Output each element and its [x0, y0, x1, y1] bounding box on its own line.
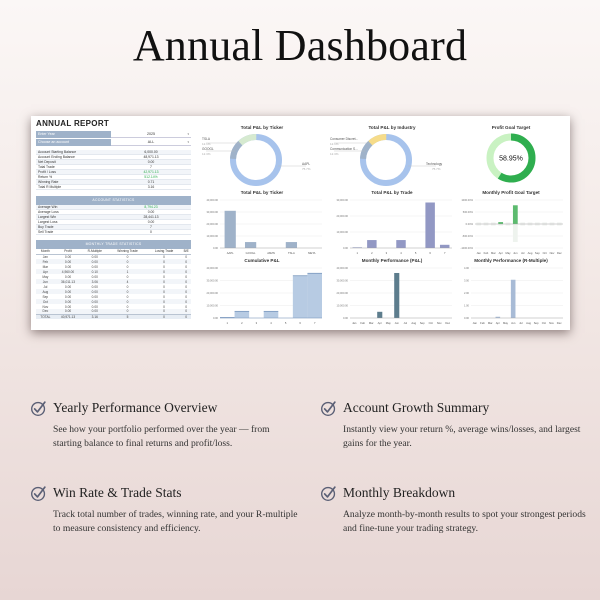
monthly-stats-table — [36, 249, 191, 319]
column-header: Month — [36, 249, 55, 254]
table-cell: 0 — [126, 264, 129, 269]
table-cell: 0.00 — [91, 284, 98, 289]
table-cell: 0.00 — [64, 254, 72, 259]
column-header: Losing Trade — [147, 249, 182, 254]
svg-text:2: 2 — [241, 322, 243, 325]
bar-chart — [455, 196, 567, 256]
table-cell: 0 — [147, 299, 182, 304]
table-cell: Jan — [42, 254, 48, 259]
table-cell: Dec — [36, 309, 55, 314]
svg-text:Sep: Sep — [419, 322, 425, 325]
svg-text:0.00: 0.00 — [342, 317, 348, 320]
chart-title: Monthly Profit Goal Target — [482, 190, 540, 195]
svg-text:6: 6 — [299, 322, 301, 325]
svg-text:Technology: Technology — [426, 162, 443, 166]
stat-label: Largest Win — [38, 215, 57, 219]
account-selector-row — [36, 139, 191, 146]
table-cell: 0 — [181, 309, 191, 314]
summary-value: 48,971.13 — [143, 155, 159, 159]
summary-value: 512.14% — [144, 175, 158, 179]
chart-monthly-profit-goal[interactable] — [455, 189, 567, 257]
svg-text:Jan: Jan — [476, 252, 481, 255]
svg-text:3: 3 — [385, 252, 388, 255]
summary-label: Return % — [38, 175, 53, 179]
check-circle-icon — [320, 400, 337, 417]
svg-text:5: 5 — [414, 252, 417, 255]
table-cell: 0.00 — [64, 274, 72, 279]
svg-text:7: 7 — [313, 322, 316, 325]
svg-text:GOOGL: GOOGL — [202, 147, 214, 151]
svg-text:10,000.00: 10,000.00 — [336, 304, 348, 308]
chart-title: Profit Goal Target — [491, 125, 531, 130]
chart-monthly-r-multiple[interactable] — [455, 257, 567, 325]
svg-text:Jun: Jun — [513, 252, 518, 255]
summary-label: Winning Rate — [38, 180, 59, 184]
svg-text:Dec: Dec — [445, 322, 451, 325]
svg-text:META: META — [308, 252, 316, 255]
summary-value: 3.16 — [147, 185, 155, 189]
table-cell: 0 — [163, 294, 165, 299]
table-cell: 4,960.00 — [55, 269, 82, 274]
summary-value: 7 — [150, 165, 152, 169]
svg-text:Nov: Nov — [549, 322, 554, 325]
table-cell: 0 — [147, 269, 182, 274]
table-cell: 0 — [185, 254, 188, 259]
table-cell: 1 — [108, 269, 147, 274]
summary-list — [36, 150, 191, 190]
feature-title: Win Rate & Trade Stats — [53, 485, 182, 500]
table-cell: 0 — [126, 284, 129, 289]
svg-text:Feb: Feb — [480, 322, 485, 325]
svg-text:40,000.00: 40,000.00 — [336, 267, 348, 270]
feature-account-growth — [320, 399, 590, 451]
table-cell: 0.00 — [81, 259, 108, 264]
svg-text:Feb: Feb — [483, 252, 489, 255]
svg-text:May: May — [505, 252, 511, 255]
svg-text:-1000.00%: -1000.00% — [460, 247, 473, 250]
table-cell: 0 — [126, 274, 129, 279]
stat-value: 8,794.23 — [144, 205, 158, 209]
summary-value: 0.00 — [147, 160, 155, 164]
svg-text:30,000.00: 30,000.00 — [336, 279, 348, 283]
svg-text:5: 5 — [284, 322, 287, 325]
table-cell: 0 — [108, 299, 147, 304]
bar-chart — [198, 196, 326, 256]
table-cell: 0 — [163, 304, 165, 309]
svg-text:4: 4 — [400, 252, 402, 255]
table-cell: 0.00 — [55, 309, 82, 314]
svg-text:Nov: Nov — [436, 322, 442, 325]
table-cell: 0.00 — [91, 304, 98, 309]
chart-profit-goal-target[interactable] — [455, 124, 567, 192]
feature-yearly-performance — [30, 399, 300, 451]
table-cell: Apr — [36, 269, 55, 274]
report-title: ANNUAL REPORT — [36, 119, 110, 128]
stat-row — [36, 230, 191, 235]
table-cell: 0 — [181, 314, 191, 319]
svg-text:20,000.00: 20,000.00 — [336, 215, 348, 218]
svg-text:4: 4 — [270, 322, 272, 325]
svg-text:Jul: Jul — [520, 252, 525, 255]
summary-label: Net Deposit — [38, 160, 56, 164]
svg-text:GOOGL: GOOGL — [245, 252, 256, 255]
table-cell: 0 — [181, 299, 191, 304]
table-cell: 0.10 — [81, 269, 108, 274]
chart-cumulative-pnl[interactable] — [198, 257, 326, 325]
chart-title: Total P&L by Ticker — [240, 125, 284, 130]
chart-pnl-by-industry-donut[interactable] — [328, 124, 456, 192]
svg-text:75.7%: 75.7% — [432, 167, 441, 171]
chart-title: Total P&L by Industry — [368, 125, 416, 130]
svg-text:Mar: Mar — [487, 322, 493, 325]
check-circle-icon — [30, 485, 47, 502]
chart-pnl-by-trade[interactable] — [328, 189, 456, 257]
svg-text:Sep: Sep — [533, 322, 539, 325]
table-cell: 3.16 — [81, 314, 108, 319]
svg-text:1000.00%: 1000.00% — [461, 199, 473, 202]
table-cell: 0 — [185, 264, 188, 269]
feature-title: Account Growth Summary — [343, 400, 490, 415]
svg-text:10,000.00: 10,000.00 — [206, 235, 218, 238]
svg-text:Oct: Oct — [542, 252, 547, 255]
table-cell: 0.00 — [91, 254, 98, 259]
table-cell: 0.00 — [81, 289, 108, 294]
svg-text:20,000.00: 20,000.00 — [206, 292, 218, 295]
summary-value: 42,971.13 — [143, 170, 159, 174]
summary-row — [36, 185, 191, 190]
table-cell: Feb — [36, 259, 55, 264]
table-cell: May — [42, 274, 49, 279]
table-cell: TOTAL — [36, 314, 55, 319]
bar-chart — [328, 264, 456, 326]
svg-text:7: 7 — [443, 252, 446, 255]
table-cell: 0 — [147, 279, 182, 284]
stat-value: 0.00 — [147, 210, 155, 214]
account-statistics-list — [36, 205, 191, 235]
feature-description: Instantly view your return %, average wins/losses, and largest gains for the year. — [343, 424, 581, 449]
table-cell: 40,971.13 — [55, 314, 82, 319]
svg-text:12.3%: 12.3% — [202, 152, 211, 156]
svg-text:Jan: Jan — [352, 322, 357, 325]
table-total-row — [36, 314, 191, 319]
svg-text:3.00: 3.00 — [463, 279, 469, 283]
page-title: Annual Dashboard — [132, 21, 468, 70]
table-cell: 0.00 — [91, 264, 98, 269]
chart-title: Total P&L by Ticker — [240, 190, 284, 195]
table-cell: 5 — [108, 314, 147, 319]
table-cell: 0 — [108, 259, 147, 264]
feature-description: See how your portfolio performed over the year — from starting balance to final returns and profit/loss. — [53, 424, 270, 449]
svg-text:Jul: Jul — [403, 322, 407, 325]
table-cell: Oct — [36, 299, 55, 304]
chart-title: Monthly Performance (R-Multiple) — [474, 258, 548, 263]
svg-text:20,000.00: 20,000.00 — [206, 223, 218, 226]
year-dropdown[interactable]: 2025 ▾ — [111, 131, 191, 138]
table-cell: 0 — [163, 284, 165, 289]
svg-text:Consumer Discret...: Consumer Discret... — [330, 137, 359, 141]
table-cell: 0 — [185, 294, 188, 299]
table-cell: Jun — [36, 279, 55, 284]
table-cell: 0 — [126, 254, 129, 259]
table-cell: 0 — [108, 289, 147, 294]
summary-label: Account Ending Balance — [38, 155, 75, 159]
svg-text:30,000.00: 30,000.00 — [336, 199, 348, 202]
table-cell: 0.00 — [64, 284, 72, 289]
profit-goal-value: 58.95% — [499, 155, 523, 163]
svg-text:10,000.00: 10,000.00 — [336, 231, 348, 234]
svg-text:Apr: Apr — [495, 322, 500, 325]
check-circle-icon — [30, 400, 47, 417]
monthly-trade-statistics — [36, 240, 191, 319]
table-cell: 36,011.13 — [55, 279, 82, 284]
svg-text:Jun: Jun — [510, 322, 516, 325]
table-cell: 4 — [108, 279, 147, 284]
svg-text:Communication S...: Communication S... — [330, 147, 358, 151]
chart-title: Total P&L by Trade — [371, 190, 413, 195]
svg-text:Feb: Feb — [360, 322, 366, 325]
stat-label: Sell Trade — [38, 230, 54, 234]
svg-text:Oct: Oct — [428, 322, 433, 325]
svg-text:0.00: 0.00 — [342, 247, 348, 250]
table-cell: 0 — [181, 279, 191, 284]
table-cell: Jul — [43, 284, 48, 289]
table-cell: 0.00 — [55, 259, 82, 264]
svg-text:75.7%: 75.7% — [302, 167, 311, 171]
stat-label: Largest Loss — [38, 220, 58, 224]
check-circle-icon — [320, 485, 337, 502]
table-cell: 0.00 — [91, 294, 98, 299]
stat-value: 28,441.13 — [143, 215, 159, 219]
svg-text:Aug: Aug — [411, 322, 417, 325]
table-cell: 0 — [163, 274, 165, 279]
stat-value: 0 — [150, 230, 152, 234]
svg-text:TSLA: TSLA — [202, 137, 210, 141]
stat-value: 0.00 — [147, 220, 155, 224]
table-cell: Aug — [36, 289, 55, 294]
svg-text:Aug: Aug — [527, 252, 533, 255]
year-label: Enter Year — [36, 131, 111, 138]
stat-value: 7 — [150, 225, 152, 229]
feature-description: Track total number of trades, winning rate, and your R-multiple to measure consistency and efficiency. — [53, 509, 298, 534]
column-header: R-Multiple — [81, 249, 108, 254]
monthly-stats-heading: MONTHLY TRADE STATISTICS — [36, 240, 191, 249]
svg-text:Jan: Jan — [472, 322, 478, 325]
svg-text:Apr: Apr — [498, 252, 503, 255]
svg-text:2.00: 2.00 — [463, 292, 469, 295]
table-cell: Mar — [42, 264, 49, 269]
summary-label: Total R Multiple — [38, 185, 62, 189]
svg-text:AAPL: AAPL — [302, 162, 311, 166]
svg-text:May: May — [502, 322, 509, 325]
svg-text:AMZN: AMZN — [267, 252, 275, 255]
svg-text:Mar: Mar — [368, 322, 374, 325]
account-statistics — [36, 196, 191, 235]
summary-value: 0.71 — [147, 180, 155, 184]
report-panel — [36, 119, 191, 319]
svg-text:May: May — [385, 322, 391, 325]
chart-title: Cumulative P&L — [244, 258, 280, 263]
table-cell: 0 — [147, 314, 182, 319]
table-cell: 0 — [147, 289, 182, 294]
svg-text:Dec: Dec — [556, 322, 562, 325]
table-cell: Sep — [42, 294, 49, 299]
svg-text:1.00: 1.00 — [463, 304, 469, 308]
chart-pnl-by-ticker-bar[interactable] — [198, 189, 326, 257]
table-cell: 0 — [181, 259, 191, 264]
svg-text:0.00: 0.00 — [212, 247, 218, 250]
table-cell: 0.00 — [81, 299, 108, 304]
table-cell: 0.00 — [64, 294, 72, 299]
svg-text:Sep: Sep — [534, 252, 540, 255]
svg-text:10,000.00: 10,000.00 — [206, 304, 218, 308]
table-cell: 0 — [126, 304, 129, 309]
table-cell: 0.00 — [91, 274, 98, 279]
stat-label: Average Win — [38, 205, 58, 209]
table-cell: 0 — [181, 269, 191, 274]
chart-monthly-pnl[interactable] — [328, 257, 456, 325]
year-selector-row — [36, 131, 191, 138]
donut-chart — [328, 131, 456, 191]
svg-text:30,000.00: 30,000.00 — [206, 211, 218, 214]
table-cell: 3.06 — [81, 279, 108, 284]
svg-text:TSLA: TSLA — [288, 252, 295, 255]
svg-text:4.00: 4.00 — [463, 267, 469, 270]
svg-text:0.00: 0.00 — [212, 317, 218, 320]
svg-text:0.00: 0.00 — [463, 317, 469, 320]
svg-text:12.1%: 12.1% — [202, 142, 211, 146]
dashboard-sheet — [31, 116, 570, 330]
table-cell: 0 — [185, 284, 188, 289]
svg-text:Jun: Jun — [394, 322, 399, 325]
table-cell: 0.00 — [64, 264, 72, 269]
feature-monthly-breakdown — [320, 484, 590, 536]
svg-text:Mar: Mar — [491, 252, 496, 255]
svg-text:12.1%: 12.1% — [330, 142, 339, 146]
svg-text:Oct: Oct — [541, 322, 546, 325]
svg-text:Nov: Nov — [549, 252, 555, 255]
svg-text:2: 2 — [371, 252, 373, 255]
account-statistics-heading: ACCOUNT STATISTICS — [36, 196, 191, 205]
svg-text:40,000.00: 40,000.00 — [206, 267, 218, 270]
table-cell: 0.00 — [55, 289, 82, 294]
svg-text:0.00%: 0.00% — [465, 223, 473, 226]
summary-label: Profit / Loss — [38, 170, 56, 174]
chart-pnl-by-ticker-donut[interactable] — [198, 124, 326, 192]
svg-text:30,000.00: 30,000.00 — [206, 279, 218, 283]
column-header: Profit — [55, 249, 82, 254]
svg-text:-500.00%: -500.00% — [461, 235, 473, 238]
svg-text:20,000.00: 20,000.00 — [336, 292, 348, 295]
feature-description: Analyze month-by-month results to spot your strongest periods and fine-tune your trading strategy. — [343, 509, 586, 534]
stat-label: Buy Trade — [38, 225, 54, 229]
table-cell: 0.00 — [81, 309, 108, 314]
table-cell: 0.00 — [64, 304, 72, 309]
table-cell: 0 — [181, 289, 191, 294]
svg-text:500.00%: 500.00% — [462, 211, 473, 214]
column-header: Winning Trade — [108, 249, 147, 254]
svg-text:3: 3 — [255, 322, 258, 325]
table-cell: 0 — [126, 294, 129, 299]
table-cell: 0 — [163, 254, 165, 259]
svg-text:40,000.00: 40,000.00 — [206, 199, 218, 202]
bar-chart — [328, 196, 456, 256]
table-cell: 0 — [147, 259, 182, 264]
svg-text:Dec: Dec — [556, 252, 562, 255]
svg-text:AAPL: AAPL — [226, 252, 234, 255]
gauge-donut — [455, 131, 567, 191]
feature-win-rate — [30, 484, 300, 536]
table-cell: 0 — [163, 264, 165, 269]
table-cell: Nov — [42, 304, 49, 309]
summary-value: 6,000.00 — [144, 150, 158, 154]
svg-text:12.3%: 12.3% — [330, 152, 339, 156]
svg-text:Apr: Apr — [377, 322, 382, 325]
svg-text:6: 6 — [429, 252, 431, 255]
summary-label: Account Starting Balance — [38, 150, 77, 154]
chart-title: Monthly Performance (P&L) — [361, 258, 423, 263]
account-dropdown[interactable]: ALL ▾ — [111, 139, 191, 146]
summary-label: Total Trade — [38, 165, 55, 169]
svg-text:Aug: Aug — [526, 322, 531, 325]
table-cell: 0 — [108, 309, 147, 314]
feature-title: Yearly Performance Overview — [53, 400, 218, 415]
account-label: Choose an account — [36, 139, 111, 146]
donut-chart — [198, 131, 326, 191]
stat-label: Average Loss — [38, 210, 59, 214]
table-cell: 0 — [185, 274, 188, 279]
table-cell: 0 — [185, 304, 188, 309]
bar-chart — [455, 264, 567, 326]
table-cell: 0 — [147, 309, 182, 314]
table-cell: 0.00 — [55, 299, 82, 304]
area-chart — [198, 264, 326, 326]
column-header: B/E — [181, 249, 191, 254]
svg-text:1: 1 — [226, 322, 229, 325]
svg-text:Jul: Jul — [519, 322, 523, 325]
feature-title: Monthly Breakdown — [343, 485, 456, 500]
svg-text:1: 1 — [356, 252, 359, 255]
